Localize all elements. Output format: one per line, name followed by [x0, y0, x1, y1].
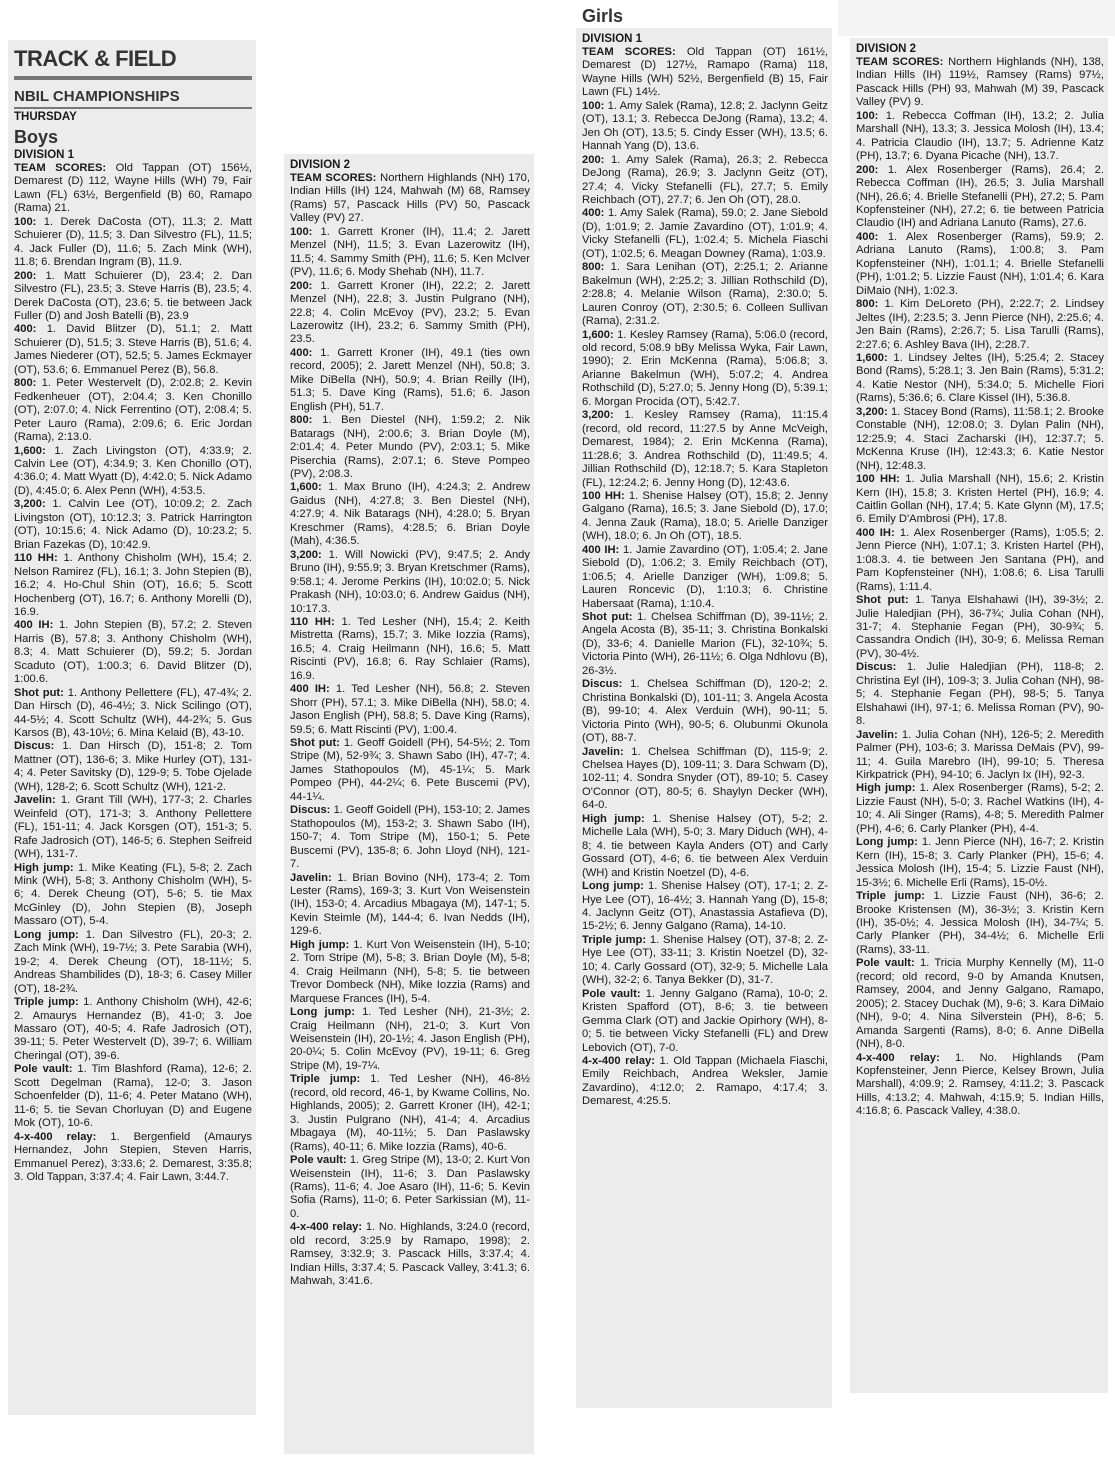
event-name: 1,600:: [290, 481, 322, 494]
event-results: 1. Sara Lenihan (OT), 2:25.1; 2. Arianne Bakelmun (WH), 2:25.2; 3. Jillian Rothschild (D), 2:28.8; 4. Melanie Wilson (Rama), 2:30.0; 5. Lauren Conroy (OT), 2:30.5; 6. Colleen Sullivan (Rama), 2:31.2.: [582, 261, 829, 328]
event-results: 1. Anthony Chisholm (WH), 15.4; 2. Nelson Ramirez (FL), 16.1; 3. John Stepien (B), 16.2; 4. Ho-Chul Shin (OT), 16.6; 5. Scott Hochenberg (OT), 16.7; 6. Anthony Morelli (D), 16.9.: [14, 552, 252, 618]
event-name: Pole vault:: [290, 1154, 347, 1167]
result-entry: [14, 929, 252, 996]
event-name: 800:: [14, 377, 37, 390]
event-name: 1,600:: [14, 444, 46, 457]
event-results: 1. Jamie Zavardino (OT), 1:05.4; 2. Jane Siebold (D), 1:06.2; 3. Emily Reichbach (OT), 1:06.5; 4. Arielle Danziger (WH), 1:09.8; 5. Lauren Roncevic (D), 1:10.3; 6. Christine Habersaat (Rama), 1:10.4.: [582, 543, 829, 610]
event-name: 4-x-400 relay:: [14, 1130, 97, 1143]
event-results: 1. Ted Lesher (NH), 46-8½ (record, old record, 46-1, by Kwame Collins, No. Highlands, 2005); 2. Garrett Kroner (IH), 42-1; 3. Justin Pulgrano (NH), 41-4; 4. Arcadius Mbagaya (M), 40-11½; 5. Dan Paslawsky (Rams), 40-11; 6. Mike Iozzia (Rams), 40-6.: [290, 1073, 530, 1153]
event-name: 1,600:: [856, 351, 888, 364]
event-name: Triple jump:: [582, 933, 647, 946]
event-results: 1. Lindsey Jeltes (IH), 5:25.4; 2. Stacey Bond (Rams), 5:28.1; 3. Jen Bain (Rams), 5:31.2; 4. Katie Nestor (NH), 5:34.0; 5. Michelle Fiori (Rams), 5:36.6; 6. Clare Kissel (IH), 5:36.8.: [856, 351, 1104, 405]
event-name: Javelin:: [14, 794, 56, 807]
result-entry: [582, 746, 828, 813]
result-entry: [290, 172, 530, 226]
event-results: 1. Rebecca Coffman (IH), 13.2; 2. Julia Marshall (NH), 13.3; 3. Jessica Molosh (IH), 13.4; 4. Patricia Claudio (IH), 13.7; 5. Adrienne Katz (PH), 13.7; 6. Dyana Picache (NH), 13.7.: [856, 109, 1104, 163]
event-name: Discus:: [290, 804, 331, 817]
event-results: 1. Tricia Murphy Kennelly (M), 11-0 (record; old record, 9-0 by Amanda Knutsen, Ramsey, 2004, and Jenny Galgano, Ramapo, 2005); 2. Stacey Duchak (M), 9-6; 3. Kara DiMaio (NH), 9-0; 4. Nina Silverstein (PH), 8-6; 5. Amanda Sargenti (Rams), 8-0; 6. Anne DiBella (NH), 8-0.: [856, 957, 1105, 1051]
event-name: Triple jump:: [14, 996, 79, 1009]
event-name: 400 IH:: [14, 619, 54, 632]
boys-heading: Boys: [14, 127, 59, 147]
event-name: 4-x-400 relay:: [582, 1054, 655, 1067]
event-name: Long jump:: [856, 836, 918, 849]
event-name: High jump:: [582, 812, 645, 825]
result-entry: [290, 549, 530, 616]
event-name: TEAM SCORES:: [582, 46, 676, 58]
event-name: Javelin:: [582, 745, 624, 758]
result-entry: [582, 813, 828, 880]
event-results: 1. Alex Rosenberger (Rams), 5-2; 2. Lizzie Faust (NH), 5-0; 3. Rachel Watkins (IH), 4-10; 4. Ali Singer (Rams), 4-8; 5. Meredith Palmer (PH), 4-6; 6. Carly Planker (PH), 4-4.: [856, 782, 1104, 835]
event-results: 1. Chelsea Schiffman (D), 39-11½; 2. Angela Acosta (B), 35-11; 3. Christina Bonkalski (D), 33-6; 4. Danielle Marion (FL), 32-10¾; 5. Victoria Pinto (WH), 26-11½; 6. Olga Ndhlovu (B), 26-3½.: [582, 611, 828, 677]
result-entry: [582, 544, 828, 611]
event-results: 1. Ted Lesher (NH), 56.8; 2. Steven Shorr (PH), 57.1; 3. Mike DiBella (NH), 58.0; 4. Jason English (PH), 58.8; 5. Dave King (Rams), 59.5; 6. Matt Riscinti (PV), 1:00.4.: [290, 683, 531, 736]
result-entry: [290, 1006, 530, 1073]
girls-division-2-results: [856, 56, 1104, 1119]
event-name: 100:: [290, 225, 313, 238]
result-entry: [14, 216, 252, 270]
event-name: Pole vault:: [14, 1063, 73, 1076]
event-results: 1. Garrett Kroner (IH), 11.4; 2. Jarett Menzel (NH), 11.5; 3. Evan Lazerowitz (IH), 11.5; 4. Sammy Smith (PH), 11.6; 5. Ken McIver (PV), 11.6; 6. Mody Shehab (NH), 11.7.: [290, 225, 530, 279]
result-entry: [290, 1221, 530, 1288]
result-entry: [582, 880, 828, 934]
event-results: 1. Anthony Chisholm (WH), 42-6; 2. Amaurys Hernandez (B), 41-0; 3. Joe Massaro (OT), 40-5; 4. Rafe Jadrosich (OT), 39-11; 5. Peter Westervelt (D), 39-7; 6. William Cheringal (OT), 39-6.: [14, 996, 252, 1062]
result-entry: [14, 1063, 252, 1130]
result-entry: [290, 804, 530, 871]
event-results: 1. Grant Till (WH), 177-3; 2. Charles Weinfeld (OT), 171-3; 3. Anthony Pellettere (FL), 151-11; 4. Jack Korsgen (OT), 151-3; 5. Rafe Jadrosich (OT), 146-5; 6. Stephen Seifreid (WH), 131-7.: [14, 794, 253, 861]
result-entry: [14, 162, 252, 216]
event-name: High jump:: [290, 938, 350, 951]
boys-division-1-results: [14, 162, 252, 1184]
event-results: 1. Old Tappan (Michaela Fiaschi, Emily Reichbach, Andrea Weksler, Jamie Zavardino), 4:12.0; 2. Ramapo, 4:17.4; 3. Demarest, 4:25.5.: [582, 1054, 829, 1108]
event-name: 3,200:: [290, 548, 322, 561]
result-entry: [582, 46, 828, 100]
result-entry: [290, 737, 530, 804]
event-name: 400 IH:: [582, 543, 620, 556]
event-results: 1. Tim Blashford (Rama), 12-6; 2. Scott Degelman (Rama), 12-0; 3. Jason Schoenfelder (D), 11-6; 4. Peter Matano (WH), 11-6; 5. tie Sevan Chorluyan (D) and Eugene Mok (OT), 10-6.: [14, 1063, 253, 1130]
event-results: 1. Amy Salek (Rama), 59.0; 2. Jane Siebold (D), 1:01.9; 2. Jamie Zavardino (OT), 1:01.9; 4. Vicky Stefanelli (FL), 1:02.4; 5. Michela Fiaschi (OT), 1:02.5; 6. Meagan Downey (Rama), 1:03.9.: [582, 207, 828, 260]
result-entry: [14, 270, 252, 324]
girls-division-2-heading: DIVISION 2: [856, 43, 917, 55]
event-name: 4-x-400 relay:: [290, 1221, 363, 1234]
event-results: 1. Dan Hirsch (D), 151-8; 2. Tom Mattner (OT), 136-6; 3. Mike Hurley (OT), 131-4; 4. Peter Savitsky (D), 129-9; 5. Tobe Ojelade (WH), 128-2; 6. Scott Schultz (WH), 121-2.: [14, 740, 253, 793]
event-results: 1. No. Highlands (Pam Kopfensteiner, Jenn Pierce, Kelsey Brown, Julia Marshall), 4:09.9; 2. Ramsey, 4:11.2; 3. Pascack Hills, 4:13.2; 4. Mahwah, 4:15.9; 5. Indian Hills, 4:16.8; 6. Pascack Valley, 4:38.0.: [856, 1051, 1104, 1118]
result-entry: [582, 154, 828, 208]
result-entry: [290, 481, 530, 548]
result-entry: [856, 890, 1104, 957]
event-results: 1. Amy Salek (Rama), 26.3; 2. Rebecca DeJong (Rama), 26.9; 3. Jaclynn Geitz (OT), 27.4; 4. Vicky Stefanelli (FL), 27.7; 5. Emily Reichbach (OT), 27.7; 6. Jen Oh (OT), 28.0.: [582, 153, 829, 206]
girls-division-2-column: [850, 38, 1108, 1393]
event-name: 100:: [856, 109, 879, 122]
meet-title-rule: [14, 107, 252, 109]
event-results: Old Tappan (OT) 156½, Demarest (D) 112, Wayne Hills (WH) 79, Fair Lawn (FL) 63½, Bergenfield (B) 60, Ramapo (Rama) 21.: [14, 162, 253, 215]
event-name: 400:: [290, 346, 313, 359]
boys-division-1-column: [8, 40, 256, 1415]
event-name: 1,600:: [582, 328, 614, 341]
event-name: 400:: [582, 207, 605, 220]
result-entry: [582, 678, 828, 745]
event-name: Discus:: [856, 661, 897, 674]
event-results: 1. Shenise Halsey (OT), 37-8; 2. Z-Hye Lee (OT), 33-11; 3. Kristin Noetzel (D), 32-10; 4. Carly Gossard (OT), 32-9; 5. Michelle Lala (WH), 32-2; 6. Tanya Bekker (D), 31-7.: [582, 933, 829, 987]
event-name: 200:: [582, 153, 605, 166]
event-name: Shot put:: [582, 611, 633, 624]
event-name: 100 HH:: [582, 489, 625, 502]
event-results: 1. Kim DeLoreto (PH), 2:22.7; 2. Lindsey Jeltes (IH), 2:23.5; 3. Jenn Pierce (NH), 2:25.6; 4. Jen Bain (Rams), 2:26.7; 5. Lisa Tarulli (Rams), 2:27.6; 6. Ashley Bava (IH), 2:28.7.: [856, 298, 1104, 351]
event-name: 100:: [14, 215, 37, 228]
event-results: 1. Chelsea Schiffman (D), 120-2; 2. Christina Bonkalski (D), 101-11; 3. Angela Acosta (B), 99-10; 4. Alex Verduin (WH), 90-11; 5. Victoria Pinto (WH), 90-5; 6. Olubunmi Okunola (OT), 88-7.: [582, 678, 829, 745]
event-results: 1. Kurt Von Weisenstein (IH), 5-10; 2. Tom Stripe (M), 5-8; 3. Brian Doyle (M), 5-8; 4. Craig Heilmann (NH), 5-8; 5. tie between Trevor Dombeck (NH), Mike Iozzia (Rams) and Marquese Frances (IH), 5-4.: [290, 938, 530, 1005]
event-name: Discus:: [14, 740, 55, 753]
event-results: 1. Stacey Bond (Rams), 11:58.1; 2. Brooke Constable (NH), 12:08.0; 3. Dylan Palin (NH), 12:25.9; 4. Staci Zacharski (IH), 12:37.7; 5. McKenna Kruse (IH), 12:43.3; 6. Katie Nestor (NH), 12:48.3.: [856, 405, 1105, 472]
event-results: 1. Anthony Pellettere (FL), 47-4¾; 2. Dan Hirsch (D), 46-4½; 3. Nick Scilingo (OT), 44-5½; 4. Scott Schultz (WH), 44-2¾; 5. Gus Karsos (B), 43-10½; 6. Mina Kelaid (B), 43-10.: [14, 686, 253, 740]
event-results: 1. Zach Livingston (OT), 4:33.9; 2. Calvin Lee (OT), 4:34.9; 3. Ken Chonillo (OT), 4:36.0; 4. Matt Wyatt (D), 4:42.0; 5. Nick Adamo (D), 4:45.0; 6. Alex Penn (WH), 4:53.5.: [14, 444, 253, 497]
event-name: High jump:: [856, 782, 916, 795]
event-results: 1. Dan Silvestro (FL), 20-3; 2. Zach Mink (WH), 19-7½; 3. Pete Sarabia (WH), 19-2; 4. Derek Cheung (OT), 18-11½; 5. Andreas Shambilides (D), 18-3; 6. Casey Miller (OT), 18-2¾.: [14, 928, 252, 995]
result-entry: [856, 231, 1104, 298]
event-name: 4-x-400 relay:: [856, 1051, 940, 1064]
event-results: 1. Geoff Goidell (PH), 153-10; 2. James Stathopoulos (M), 153-2; 3. Shawn Sabo (IH), 150-7; 4. Tom Stripe (M), 150-1; 5. Pete Buscemi (PV), 135-8; 6. John Lloyd (NH), 121-7.: [290, 804, 530, 871]
result-entry: [14, 996, 252, 1063]
result-entry: [14, 619, 252, 686]
event-results: 1. Matt Schuierer (D), 23.4; 2. Dan Silvestro (FL), 23.5; 3. Steve Harris (B), 23.5; 4. Derek DaCosta (OT), 23.6; 5. tie between Jack Fuller (D) and Josh Batelli (B), 23.9: [14, 269, 253, 322]
event-name: 200:: [856, 163, 879, 176]
result-entry: [290, 872, 530, 939]
result-entry: [290, 616, 530, 683]
girls-division-1-heading: DIVISION 1: [582, 33, 643, 45]
meet-title: NBIL CHAMPIONSHIPS: [14, 88, 180, 105]
event-name: 400 IH:: [290, 683, 330, 696]
result-entry: [582, 934, 828, 988]
event-results: 1. Julia Cohan (NH), 126-5; 2. Meredith Palmer (PH), 103-6; 3. Marissa DeMais (PV), 99-11; 4. Guila Marebro (IH), 99-10; 5. Theresa Kirkpatrick (PH), 94-10; 6. Jaclyn Ix (IH), 92-3.: [856, 728, 1104, 782]
result-entry: [14, 794, 252, 861]
result-entry: [14, 740, 252, 794]
event-name: 800:: [856, 298, 879, 311]
boys-division-2-column: [284, 154, 534, 1454]
result-entry: [14, 377, 252, 444]
event-name: 100:: [582, 99, 605, 112]
result-entry: [14, 687, 252, 741]
result-entry: [856, 352, 1104, 406]
event-results: 1. Shenise Halsey (OT), 15.8; 2. Jenny Galgano (Rama), 16.5; 3. Jane Siebold (D), 17.0; 4. Jenna Zauk (Rama), 18.0; 5. Arielle Danziger (WH), 18.0; 6. Jn Oh (OT), 18.5.: [582, 489, 828, 543]
event-results: 1. Garrett Kroner (IH), 22.2; 2. Jarett Menzel (NH), 22.8; 3. Justin Pulgrano (NH), 22.8; 4. Colin McEvoy (PV), 23.2; 5. Evan Lazerowitz (IH), 23.2; 6. Sammy Smith (PH), 23.5.: [290, 279, 531, 346]
event-name: Long jump:: [290, 1006, 355, 1019]
event-name: Long jump:: [582, 880, 644, 893]
event-name: Shot put:: [14, 686, 64, 699]
event-results: 1. Alex Rosenberger (Rams), 1:05.5; 2. Jenn Pierce (NH), 1:07.1; 3. Kristen Hartel (PH), 1:08.3. 4. tie between Jen Santana (PH), and Pam Kopfensteiner (NH), 1:08.6; 6. Lisa Tarulli (Rams), 1:11.4.: [856, 526, 1105, 593]
event-results: Northern Highlands (NH), 138, Indian Hills (IH) 119½, Ramsey (Rams) 97½, Pascack Hills (PH) 93, Mahwah (M) 39, Pascack Valley (PV) 9.: [856, 56, 1104, 109]
result-entry: [290, 347, 530, 414]
event-results: 1. Julia Marshall (NH), 15.6; 2. Kristin Kern (IH), 15.8; 3. Kristen Hertel (PH), 16.9; 4. Caitlin Gollan (NH), 17.4; 5. Kate Glynn (M), 17.5; 6. Emily D'Ambrosi (PH), 17.8.: [856, 473, 1104, 526]
event-results: 1. Derek DaCosta (OT), 11.3; 2. Matt Schuierer (D), 11.5; 3. Dan Silvestro (FL), 11.5; 4. Jack Fuller (D), 11.6; 5. Zach Mink (WH), 11.8; 6. Brendan Ingram (B), 11.9.: [14, 215, 252, 269]
meet-day: THURSDAY: [14, 111, 77, 123]
event-results: 1. Geoff Goidell (PH), 54-5½; 2. Tom Stripe (M), 52-9¾; 3. Shawn Sabo (IH), 47-7; 4. James Stathopoulos (M), 45-1¼; 5. Mark Pompeo (PH), 44-2¼; 6. Pete Buscemi (PV), 44-1¼.: [290, 737, 531, 803]
event-name: Shot put:: [290, 737, 340, 750]
result-entry: [856, 110, 1104, 164]
event-name: 3,200:: [582, 409, 614, 422]
event-results: Old Tappan (OT) 161½, Demarest (D) 127½, Ramapo (Rama) 118, Wayne Hills (WH) 52½, Bergenfield (B) 15, Fair Lawn (FL) 14½.: [582, 46, 829, 99]
boys-division-2-results: [290, 172, 530, 1289]
event-results: 1. Jenny Galgano (Rama), 10-0; 2. Kristen Spafford (OT), 8-6; 3. tie between Gemma Clark (OT) and Jackie Opirhory (WH), 8-0; 5. tie between Vicky Stefanelli (FL) and Drew Lebovich (OT), 7-0.: [582, 987, 828, 1054]
result-entry: [856, 298, 1104, 352]
event-name: High jump:: [14, 861, 74, 874]
event-name: TEAM SCORES:: [290, 172, 377, 184]
result-entry: [856, 1052, 1104, 1119]
result-entry: [14, 862, 252, 929]
event-name: Triple jump:: [290, 1073, 361, 1086]
boys-division-2-heading: DIVISION 2: [290, 159, 351, 171]
event-name: 110 HH:: [14, 552, 58, 565]
result-entry: [14, 445, 252, 499]
event-name: 110 HH:: [290, 615, 335, 628]
event-results: 1. Tanya Elshahawi (IH), 39-3½; 2. Julie Haledjian (PH), 36-7¾; Julia Cohan (NH), 31-7; 4. Stephanie Fegan (PH), 30-9¾; 5. Cassandra Ondich (IH), 30-9; 6. Melissa Reman (PV), 30-4½.: [856, 594, 1105, 660]
event-name: 400 IH:: [856, 526, 895, 539]
result-entry: [856, 729, 1104, 783]
event-name: 200:: [290, 279, 313, 292]
event-results: 1. David Blitzer (D), 51.1; 2. Matt Schuierer (D), 51.5; 3. Steve Harris (B), 51.6; 4. James Niederer (OT), 52.5; 5. James Eckmayer (OT), 53.6; 6. Emmanuel Perez (B), 56.8.: [14, 323, 252, 376]
event-name: 3,200:: [14, 498, 46, 511]
girls-division-1-results: [582, 46, 828, 1109]
section-title: TRACK & FIELD: [14, 46, 177, 71]
event-results: 1. Lizzie Faust (NH), 36-6; 2. Brooke Kristensen (M), 36-3½; 3. Kristin Kern (IH), 35-0½; 4. Jessica Molosh (IH), 34-7¼; 5. Carly Planker (PH), 34-4½; 6. Michelle Erli (Rams), 33-11.: [856, 890, 1104, 956]
event-name: 400:: [856, 230, 879, 243]
result-entry: [856, 957, 1104, 1051]
result-entry: [856, 406, 1104, 473]
event-results: 1. Shenise Halsey (OT), 17-1; 2. Z-Hye Lee (OT), 16-4½; 3. Hannah Yang (D), 15-8; 4. Jaclynn Geitz (OT), Anastassia Astafieva (D), 15-2½; 6. Jenny Galgano (Rama), 14-10.: [582, 880, 829, 933]
result-entry: [14, 552, 252, 619]
event-name: Pole vault:: [582, 987, 641, 1000]
girls-division-1-column: [576, 28, 832, 1408]
event-results: 1. Mike Keating (FL), 5-8; 2. Zach Mink (WH), 5-8; 3. Anthony Chisholm (WH), 5-6; 4. Derek Cheung (OT), 5-6; 5. tie Max McGinley (D), John Stepien (B), Joseph Massaro (OT), 5-4.: [14, 861, 252, 928]
result-entry: [856, 56, 1104, 110]
event-results: 1. Will Nowicki (PV), 9:47.5; 2. Andy Bruno (IH), 9:55.9; 3. Bryan Kretschmer (Rams), 9:58.1; 4. Jerome Perkins (IH), 10:02.0; 5. Nick Prakash (NH), 10:03.0; 6. Andrew Gaidus (NH), 10:17.3.: [290, 548, 531, 615]
result-entry: [582, 261, 828, 328]
result-entry: [290, 280, 530, 347]
result-entry: [582, 409, 828, 490]
event-results: 1. Bergenfield (Amaurys Hernandez, John Stepien, Steven Harris, Emmanuel Perez), 3:33.6; 2. Demarest, 3:35.8; 3. Old Tappan, 3:37.4; 4. Fair Lawn, 3:44.7.: [14, 1130, 252, 1183]
result-entry: [14, 498, 252, 552]
event-results: 1. Jenn Pierce (NH), 16-7; 2. Kristin Kern (IH), 15-8; 3. Carly Planker (PH), 15-6; 4. Jessica Molosh (IH), 15-4; 5. Lizzie Faust (NH), 15-3½; 6. Michelle Erli (Rams), 15-0½.: [856, 836, 1104, 889]
event-name: Javelin:: [856, 728, 898, 741]
event-name: 3,200:: [856, 405, 888, 418]
event-name: TEAM SCORES:: [14, 162, 107, 174]
event-results: 1. Chelsea Schiffman (D), 115-9; 2. Chelsea Hayes (D), 109-11; 3. Dara Schwam (D), 102-11; 4. Sondra Snyder (OT), 89-10; 5. Casey O'Connor (OT), 80-5; 6. Shaylyn Decker (WH), 64-0.: [582, 745, 828, 812]
result-entry: [856, 527, 1104, 594]
event-name: 800:: [290, 414, 313, 427]
event-results: 1. Garrett Kroner (IH), 49.1 (ties own record, 2005); 2. Jarett Menzel (NH), 50.8; 3. Mike DiBella (NH), 50.9; 4. Brian Reilly (IH), 51.3; 5. Dave King (Rams), 51.6; 6. Jason English (PH), 51.7.: [290, 346, 530, 413]
event-results: 1. Ted Lesher (NH), 21-3½; 2. Craig Heilmann (NH), 21-0; 3. Kurt Von Weisenstein (IH), 20-1½; 4. Jason English (PH), 20-0¼; 5. Colin McEvoy (PV), 19-11; 6. Greg Stripe (M), 19-7¼.: [290, 1006, 530, 1072]
result-entry: [290, 1073, 530, 1154]
event-results: 1. Greg Stripe (M), 13-0; 2. Kurt Von Weisenstein (IH), 11-6; 3. Dan Paslawsky (Rams), 11-6; 4. Joe Asaro (IH), 11-6; 5. Kevin Sofia (Rams), 11-0; 6. Peter Sarkissian (M), 11-0.: [290, 1154, 531, 1220]
result-entry: [582, 611, 828, 678]
result-entry: [856, 836, 1104, 890]
result-entry: [14, 1131, 252, 1185]
event-results: 1. Brian Bovino (NH), 173-4; 2. Tom Lester (Rams), 169-3; 3. Kurt Von Weisenstein (IH), 153-0; 4. Arcadius Mbagaya (M), 147-1; 5. Kevin Steimle (M), 144-4; 6. Ivan Nedds (IH), 129-6.: [290, 871, 530, 938]
event-results: Northern Highlands (NH) 170, Indian Hills (IH) 124, Mahwah (M) 68, Ramsey (Rams) 57, Pascack Hills (PV) 50, Pascack Valley (PV) 27.: [290, 172, 530, 225]
result-entry: [582, 490, 828, 544]
event-name: 100 HH:: [856, 473, 900, 486]
result-entry: [582, 207, 828, 261]
girls-heading: Girls: [582, 6, 624, 26]
result-entry: [582, 100, 828, 154]
event-results: 1. No. Highlands, 3:24.0 (record, old record, 3:25.9 by Ramapo, 1998); 2. Ramsey, 3:32.9; 3. Pascack Hills, 3:37.4; 4. Indian Hills, 3:37.4; 5. Pascack Valley, 3:41.3; 6. Mahwah, 3:41.6.: [290, 1221, 531, 1288]
event-name: Long jump:: [14, 928, 79, 941]
event-results: 1. Amy Salek (Rama), 12.8; 2. Jaclynn Geitz (OT), 13.1; 3. Rebecca DeJong (Rama), 13.2; 4. Jen Oh (OT), 13.5; 5. Cindy Esser (WH), 13.5; 6. Hannah Yang (D), 13.6.: [582, 99, 828, 153]
event-results: 1. Shenise Halsey (OT), 5-2; 2. Michelle Lala (WH), 5-0; 3. Mary Diduch (WH), 4-8; 4. tie between Kayla Anders (OT) and Carly Gossard (OT), 4-6; 6. tie between Alex Verduin (WH) and Kristin Noetzel (D), 4-6.: [582, 812, 829, 879]
event-results: 1. John Stepien (B), 57.2; 2. Steven Harris (B), 57.8; 3. Anthony Chisholm (WH), 8.3; 4. Matt Schuierer (D), 59.2; 5. Jordan Scaduto (OT), 1:00.3; 6. David Blitzer (D), 1:00.6.: [14, 619, 253, 686]
result-entry: [290, 683, 530, 737]
event-results: 1. Alex Rosenberger (Rams), 59.9; 2. Adriana Lanuto (Rams), 1:00.8; 3. Pam Kopfensteiner (NH), 1:01.1; 4. Brielle Stefanelli (PH), 1:01.2; 5. Lizzie Faust (NH), 1:01.4; 6. Kara DiMaio (NH), 1:02.3.: [856, 230, 1105, 297]
event-results: 1. Alex Rosenberger (Rams), 26.4; 2. Rebecca Coffman (IH), 26.5; 3. Julia Marshall (NH), 26.6; 4. Brielle Stefanelli (PH), 27.2; 5. Pam Kopfensteiner (NH), 27.2; 6. tie between Patricia Claudio (IH) and Adriana Lanuto (Rams), 27.6.: [856, 163, 1105, 230]
boys-division-1-heading: DIVISION 1: [14, 149, 75, 161]
event-name: 800:: [582, 261, 605, 274]
result-entry: [14, 323, 252, 377]
result-entry: [856, 473, 1104, 527]
result-entry: [582, 988, 828, 1055]
result-entry: [290, 1154, 530, 1221]
result-entry: [856, 782, 1104, 836]
event-results: 1. Kesley Ramsey (Rama), 11:15.4 (record, old record, 11:27.5 by Anne McVeigh, Demarest, 1984); 2. Erin McKenna (Rama), 11:28.6; 3. Andrea Rothschild (D), 11:49.5; 4. Jillian Rothschild (D), 12:18.7; 5. Kara Stapleton (FL), 12:24.2; 6. Jenny Hong (D), 12:43.6.: [582, 409, 828, 489]
event-results: 1. Ben Diestel (NH), 1:59.2; 2. Nik Batarags (NH), 2:00.6; 3. Brian Doyle (M), 2:01.4; 4. Peter Mundo (PV), 2:03.1; 5. Mike Piserchia (Rams), 2:07.1; 6. Steve Pompeo (PV), 2:08.3.: [290, 414, 530, 480]
event-results: 1. Calvin Lee (OT), 10:09.2; 2. Zach Livingston (OT), 10:12.3; 3. Patrick Harrington (OT), 10:15.6; 4. Nick Adamo (D), 10:23.2; 5. Brian Fazekas (D), 10:42.9.: [14, 498, 253, 551]
event-name: Javelin:: [290, 871, 332, 884]
title-rule: [14, 76, 252, 80]
result-entry: [290, 414, 530, 481]
event-name: 200:: [14, 269, 37, 282]
event-results: 1. Max Bruno (IH), 4:24.3; 2. Andrew Gaidus (NH), 4:27.8; 3. Ben Diestel (NH), 4:27.9; 4. Nik Batarags (NH), 4:28.0; 5. Bryan Kreschmer (Rams), 4:28.5; 6. Brian Doyle (Mah), 4:36.5.: [290, 481, 531, 548]
result-entry: [856, 594, 1104, 661]
event-name: 400:: [14, 323, 37, 336]
event-name: Triple jump:: [856, 890, 925, 903]
event-name: TEAM SCORES:: [856, 56, 944, 68]
event-name: Discus:: [582, 678, 623, 691]
result-entry: [290, 939, 530, 1006]
result-entry: [856, 661, 1104, 728]
result-entry: [582, 1055, 828, 1109]
event-results: 1. Julie Haledjian (PH), 118-8; 2. Christina Eyl (IH), 109-3; 3. Julia Cohan (NH), 98-5; 4. Stephanie Fegan (PH), 98-5; 5. Tanya Elshahawi (IH), 97-1; 6. Melissa Roman (PV), 90-8.: [856, 661, 1105, 728]
event-name: Shot put:: [856, 594, 909, 607]
result-entry: [856, 164, 1104, 231]
event-name: Pole vault:: [856, 957, 915, 970]
event-results: 1. Ted Lesher (NH), 15.4; 2. Keith Mistretta (Rams), 15.7; 3. Mike Iozzia (Rams), 16.5; 4. Craig Heilmann (NH), 16.6; 5. Matt Riscinti (PV), 16.8; 6. Ray Schlaier (Rams), 16.9.: [290, 615, 531, 682]
event-results: 1. Peter Westervelt (D), 2:02.8; 2. Kevin Fedkenheuer (OT), 2:04.4; 3. Ken Chonillo (OT), 2:07.0; 4. Nick Ferrentino (OT), 2:08.4; 5. Peter Lauro (Rama), 2:09.6; 6. Eric Jordan (Rama), 2:13.0.: [14, 377, 252, 444]
event-results: 1. Kesley Ramsey (Rama), 5:06.0 (record, old record, 5:08.9 bBy Melissa Wyka, Fair Lawn, 1990); 2. Erin McKenna (Rama), 5:06.8; 3. Arianne Bakelmun (WH), 5:07.2; 4. Andrea Rothschild (D), 5:27.0; 5. Jenny Hong (D), 5:39.1; 6. Morgan Procida (OT), 5:42.7.: [582, 328, 829, 408]
result-entry: [582, 329, 828, 410]
result-entry: [290, 226, 530, 280]
adjacent-page-bleed: [838, 0, 1115, 36]
